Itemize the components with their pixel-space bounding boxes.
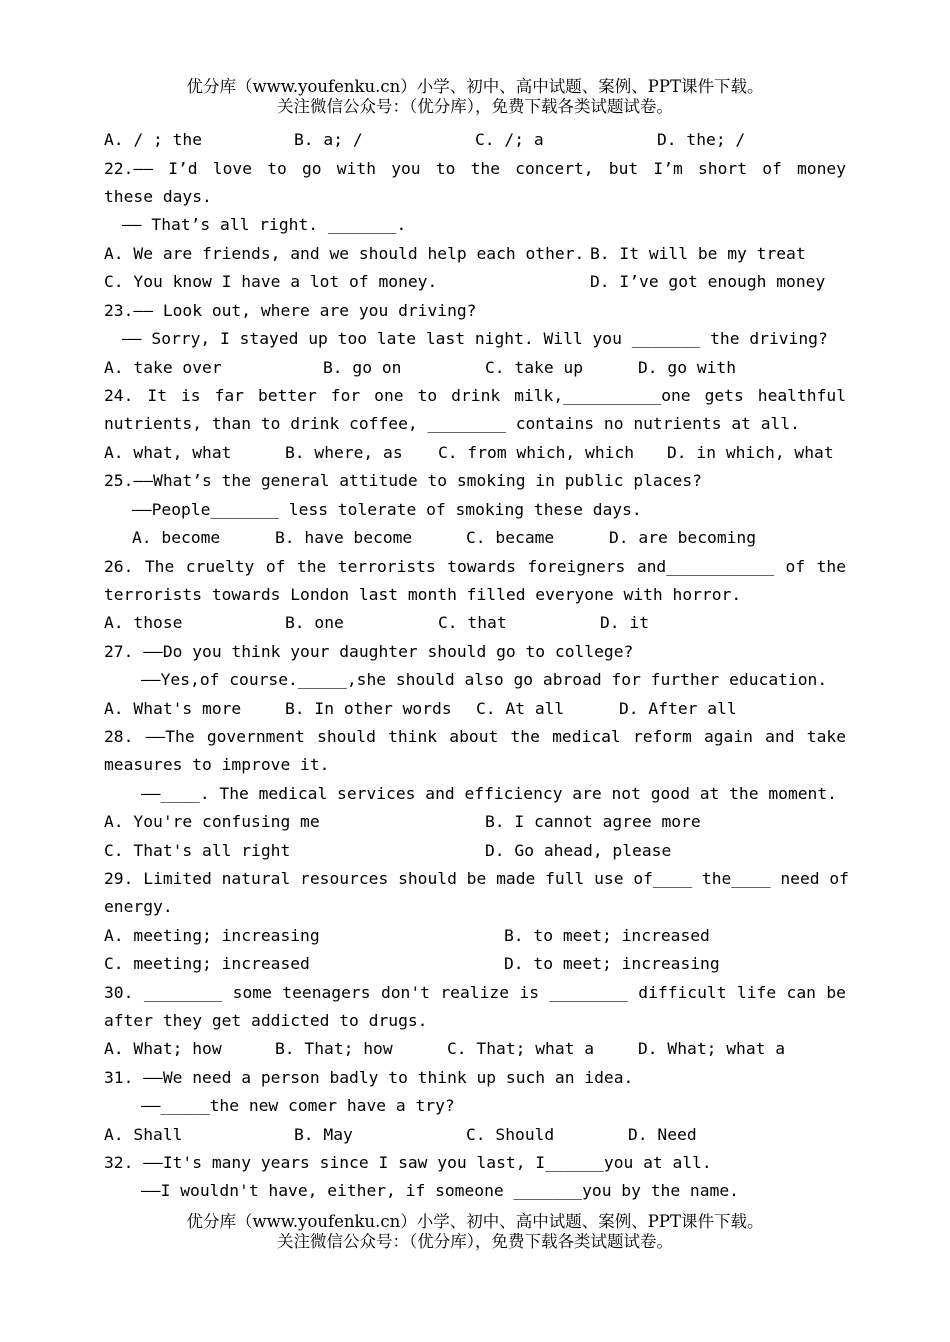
q30-option-b: B. That; how [275, 1039, 393, 1058]
q28-options-row-1 [104, 811, 846, 833]
q26-option-c: C. that [438, 613, 507, 632]
q23-option-c: C. take up [485, 358, 584, 377]
q21-option-c: C. /; a [475, 130, 544, 149]
q30-option-a: A. What; how [104, 1039, 222, 1058]
q30-line-2: after they get addicted to drugs. [104, 1011, 428, 1030]
footer-line-2: 关注微信公众号：（优分库），免费下载各类试题试卷。 [277, 1232, 673, 1251]
q26-option-d: D. it [600, 613, 650, 632]
q29-options-row-1 [104, 925, 846, 947]
q22-line-1: 22.—— I’d love to go with you to the concert, but I’m short of money [104, 159, 846, 178]
q24-option-a: A. what, what [104, 443, 232, 462]
q31-line-1: 31. ——We need a person badly to think up such an idea. [104, 1068, 634, 1087]
q30-option-c: C. That; what a [447, 1039, 595, 1058]
q28-line-2: measures to improve it. [104, 755, 330, 774]
q24-line-2: nutrients, than to drink coffee, ________ contains no nutrients at all. [104, 414, 800, 433]
q24-option-b: B. where, as [285, 443, 403, 462]
q22-option-a: A. We are friends, and we should help each other. [104, 244, 585, 263]
q26-line-1: 26. The cruelty of the terrorists towards foreigners and___________ of the [104, 557, 846, 576]
q22-line-3: —— That’s all right. _______. [122, 215, 407, 234]
q25-option-a: A. become [132, 528, 221, 547]
q21-option-a: A. / ; the [104, 130, 203, 149]
q27-options [104, 698, 846, 720]
q28-option-a: A. You're confusing me [104, 812, 320, 831]
q25-option-c: C. became [466, 528, 555, 547]
q31-line-2: ——_____the new comer have a try? [141, 1096, 455, 1115]
q25-option-d: D. are becoming [609, 528, 757, 547]
q29-line-1: 29. Limited natural resources should be made full use of____ the____ need of [104, 869, 849, 888]
q22-line-2: these days. [104, 187, 212, 206]
q28-option-c: C. That's all right [104, 841, 291, 860]
q30-line-1: 30. ________ some teenagers don't realize is ________ difficult life can be [104, 983, 846, 1002]
q22-option-d: D. I’ve got enough money [590, 272, 826, 291]
q30-options [104, 1038, 846, 1060]
q28-line-1: 28. ——The government should think about the medical reform again and take [104, 727, 846, 746]
q30-option-d: D. What; what a [638, 1039, 786, 1058]
q26-option-a: A. those [104, 613, 183, 632]
q24-option-c: C. from which, which [438, 443, 635, 462]
q22-option-b: B. It will be my treat [590, 244, 806, 263]
q31-option-a: A. Shall [104, 1125, 183, 1144]
q24-line-1: 24. It is far better for one to drink milk,__________one gets healthful [104, 386, 846, 405]
q21-options [104, 129, 846, 151]
q23-line-1: 23.—— Look out, where are you driving? [104, 301, 477, 320]
q27-option-d: D. After all [619, 699, 737, 718]
q22-options-row-1 [104, 243, 846, 265]
q27-option-c: C. At all [476, 699, 565, 718]
q29-option-a: A. meeting; increasing [104, 926, 320, 945]
q29-options-row-2 [104, 953, 846, 975]
q31-option-b: B. May [294, 1125, 353, 1144]
q22-options-row-2 [104, 271, 846, 293]
q31-option-c: C. Should [466, 1125, 555, 1144]
header-line-1: 优分库（www.youfenku.cn）小学、初中、高中试题、案例、PPT课件下载。 [186, 77, 764, 96]
q21-option-d: D. the; / [657, 130, 746, 149]
q25-options [132, 527, 832, 549]
q26-options [104, 612, 846, 634]
q28-options-row-2 [104, 840, 846, 862]
q31-option-d: D. Need [628, 1125, 697, 1144]
q29-option-b: B. to meet; increased [504, 926, 710, 945]
q29-option-d: D. to meet; increasing [504, 954, 720, 973]
q24-options [104, 442, 846, 464]
q27-line-1: 27. ——Do you think your daughter should go to college? [104, 642, 634, 661]
q28-option-b: B. I cannot agree more [485, 812, 701, 831]
q27-option-b: B. In other words [285, 699, 452, 718]
q24-option-d: D. in which, what [667, 443, 834, 462]
q31-options [104, 1124, 846, 1146]
q28-line-3: ——____. The medical services and efficiency are not good at the moment. [141, 784, 837, 803]
q27-line-2: ——Yes,of course._____,she should also go abroad for further education. [141, 670, 828, 689]
q23-option-a: A. take over [104, 358, 222, 377]
q32-line-1: 32. ——It's many years since I saw you last, I______you at all. [104, 1153, 712, 1172]
q23-options [104, 357, 846, 379]
q25-line-2: ——People_______ less tolerate of smoking these days. [132, 500, 642, 519]
q23-line-2: —— Sorry, I stayed up too late last night. Will you _______ the driving? [122, 329, 828, 348]
q27-option-a: A. What's more [104, 699, 242, 718]
q29-option-c: C. meeting; increased [104, 954, 310, 973]
q32-line-2: ——I wouldn't have, either, if someone _______you by the name. [141, 1181, 739, 1200]
q29-line-2: energy. [104, 897, 173, 916]
q23-option-b: B. go on [323, 358, 402, 377]
q25-option-b: B. have become [275, 528, 413, 547]
footer-line-1: 优分库（www.youfenku.cn）小学、初中、高中试题、案例、PPT课件下载。 [186, 1212, 764, 1231]
q28-option-d: D. Go ahead, please [485, 841, 672, 860]
q26-line-2: terrorists towards London last month filled everyone with horror. [104, 585, 742, 604]
header-line-2: 关注微信公众号：（优分库），免费下载各类试题试卷。 [277, 97, 673, 116]
q26-option-b: B. one [285, 613, 344, 632]
q22-option-c: C. You know I have a lot of money. [104, 272, 438, 291]
q25-line-1: 25.——What’s the general attitude to smoking in public places? [104, 471, 702, 490]
q21-option-b: B. a; / [294, 130, 363, 149]
q23-option-d: D. go with [638, 358, 737, 377]
